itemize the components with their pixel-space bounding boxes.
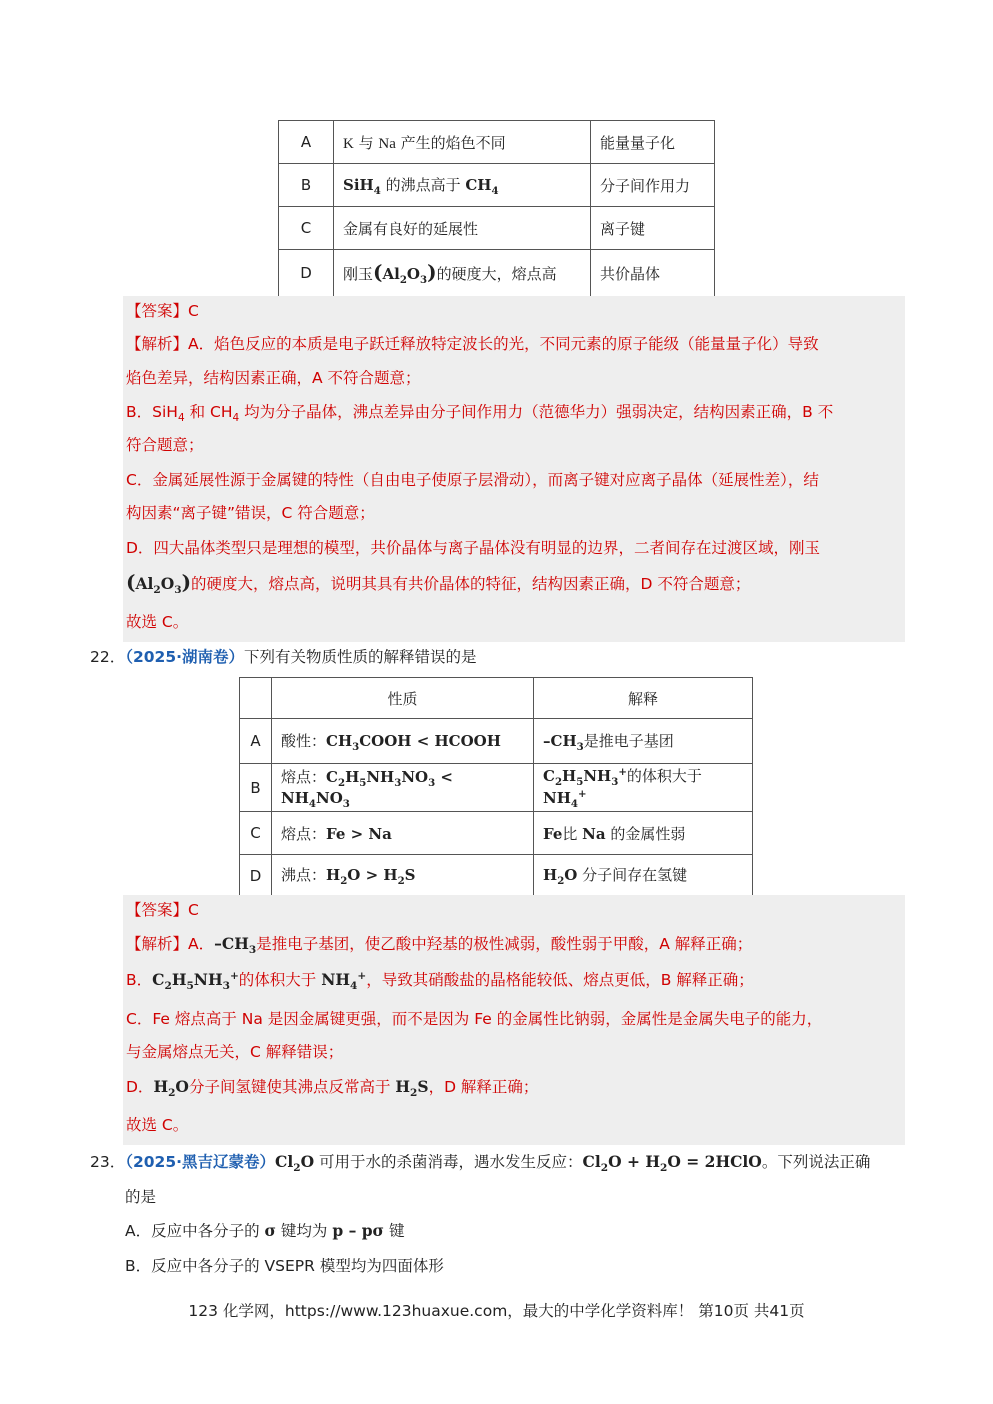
analysis-line: B．$C_2H_5NH_3^+$的体积大于 $NH_4^+$，导致其硝酸盐的晶格能较低、熔点更低，B 解释正确； (126, 969, 754, 993)
reason-cell: Fe比 Na 的金属性弱 (534, 812, 753, 855)
corner-cell (240, 678, 272, 719)
row-label: A (240, 719, 272, 764)
analysis-tag: 【解析】 (126, 335, 189, 353)
property-cell: 金属有良好的延展性 (334, 207, 591, 250)
reason-cell: $C_2H_5NH_3^+$的体积大于 $NH_4^+$ (534, 764, 753, 812)
row-label: D (240, 855, 272, 897)
analysis-line: 与金属熔点无关，C 解释错误； (126, 1043, 344, 1061)
analysis-line: $(Al_2O_3)$的硬度大，熔点高，说明其具有共价晶体的特征，结构因素正确，D 不符合题意； (126, 570, 751, 597)
analysis-line: 焰色差异，结构因素正确，A 不符合题意； (126, 369, 421, 387)
conclusion-line: 故选 C。 (126, 1116, 189, 1134)
answer-analysis-q21 (123, 296, 905, 642)
row-label: C (240, 812, 272, 855)
analysis-line: C．Fe 熔点高于 Na 是因金属键更强，而不是因为 Fe 的金属性比钠弱，金属性是金属失电子的能力， (126, 1010, 823, 1028)
analysis-tag: 【解析】 (126, 935, 189, 953)
reason-cell: $-CH_3$是推电子基团 (534, 719, 753, 764)
property-cell: 酸性：$CH_3COOH$ < HCOOH (272, 719, 534, 764)
reason-cell: 离子键 (591, 207, 715, 250)
row-label: B (279, 164, 334, 207)
question-number: 23． (90, 1153, 126, 1171)
conclusion-line: 故选 C。 (126, 613, 189, 631)
row-label: C (279, 207, 334, 250)
analysis-line: B．SiH$_4$ 和 $CH_4$ 均为分子晶体，沸点差异由分子间作用力（范德华力）强弱决定，结构因素正确，B 不 (126, 403, 834, 425)
property-cell: 熔点：$C_2H_5NH_3NO_3 < NH_4NO_3$ (272, 764, 534, 812)
question-text: 下列有关物质性质的解释错误的是 (244, 648, 477, 666)
header-reason: 解释 (534, 678, 753, 719)
analysis-line: 符合题意； (126, 436, 204, 454)
analysis-line: D．四大晶体类型只是理想的模型，共价晶体与离子晶体没有明显的边界，二者间存在过渡区域，刚玉 (126, 539, 820, 557)
answer-tag: 【答案】C (126, 901, 199, 919)
property-cell: 刚玉$(Al_2O_3)$的硬度大，熔点高 (334, 250, 591, 297)
property-cell: 熔点：Fe > Na (272, 812, 534, 855)
question-23-stem-line2: 的是 (125, 1188, 157, 1206)
reason-cell: $H_2O$ 分子间存在氢键 (534, 855, 753, 897)
page-footer: 123 化学网，https://www.123huaxue.com，最大的中学化学资料库！ 第10页 共41页 (188, 1302, 805, 1320)
option-a: A．反应中各分子的 σ 键均为 p – pσ 键 (125, 1221, 405, 1240)
header-property: 性质 (272, 678, 534, 719)
reason-cell: 能量量子化 (591, 121, 715, 164)
property-cell: K 与 Na 产生的焰色不同 (334, 121, 591, 164)
analysis-line: 构因素“离子键”错误，C 符合题意； (126, 504, 375, 522)
row-label: A (279, 121, 334, 164)
option-b: B．反应中各分子的 VSEPR 模型均为四面体形 (125, 1257, 444, 1275)
options-table-q22 (239, 677, 753, 897)
row-label: B (240, 764, 272, 812)
analysis-line: 【解析】A．焰色反应的本质是电子跃迁释放特定波长的光，不同元素的原子能级（能量量子化）导致 (126, 335, 819, 353)
reason-cell: 共价晶体 (591, 250, 715, 297)
options-table-q21 (278, 120, 715, 297)
property-cell: SiH$_4$ 的沸点高于 $CH_4$ (334, 164, 591, 207)
answer-analysis-q22 (123, 895, 905, 1145)
question-number: 22． (90, 648, 126, 666)
question-source: （2025·黑吉辽蒙卷） (125, 1153, 276, 1171)
question-22-stem (90, 645, 477, 667)
property-cell: 沸点：$H_2O > H_2S$ (272, 855, 534, 897)
row-label: D (279, 250, 334, 297)
question-23-stem: 23．（2025·黑吉辽蒙卷）$Cl_2O$ 可用于水的杀菌消毒，遇水发生反应：$Cl_2O + H_2O$ = 2HClO。下列说法正确 (90, 1152, 871, 1175)
answer-tag: 【答案】C (126, 302, 199, 320)
analysis-line: C．金属延展性源于金属键的特性（自由电子使原子层滑动），而离子键对应离子晶体（延展性差），结 (126, 471, 819, 489)
reason-cell: 分子间作用力 (591, 164, 715, 207)
analysis-line: D．$H_2O$分子间氢键使其沸点反常高于 $H_2S$，D 解释正确； (126, 1077, 539, 1100)
analysis-line: 【解析】A．$-CH_3$是推电子基团，使乙酸中羟基的极性减弱，酸性弱于甲酸，A 解释正确； (126, 934, 753, 957)
question-source: （2025·湖南卷） (125, 648, 245, 666)
